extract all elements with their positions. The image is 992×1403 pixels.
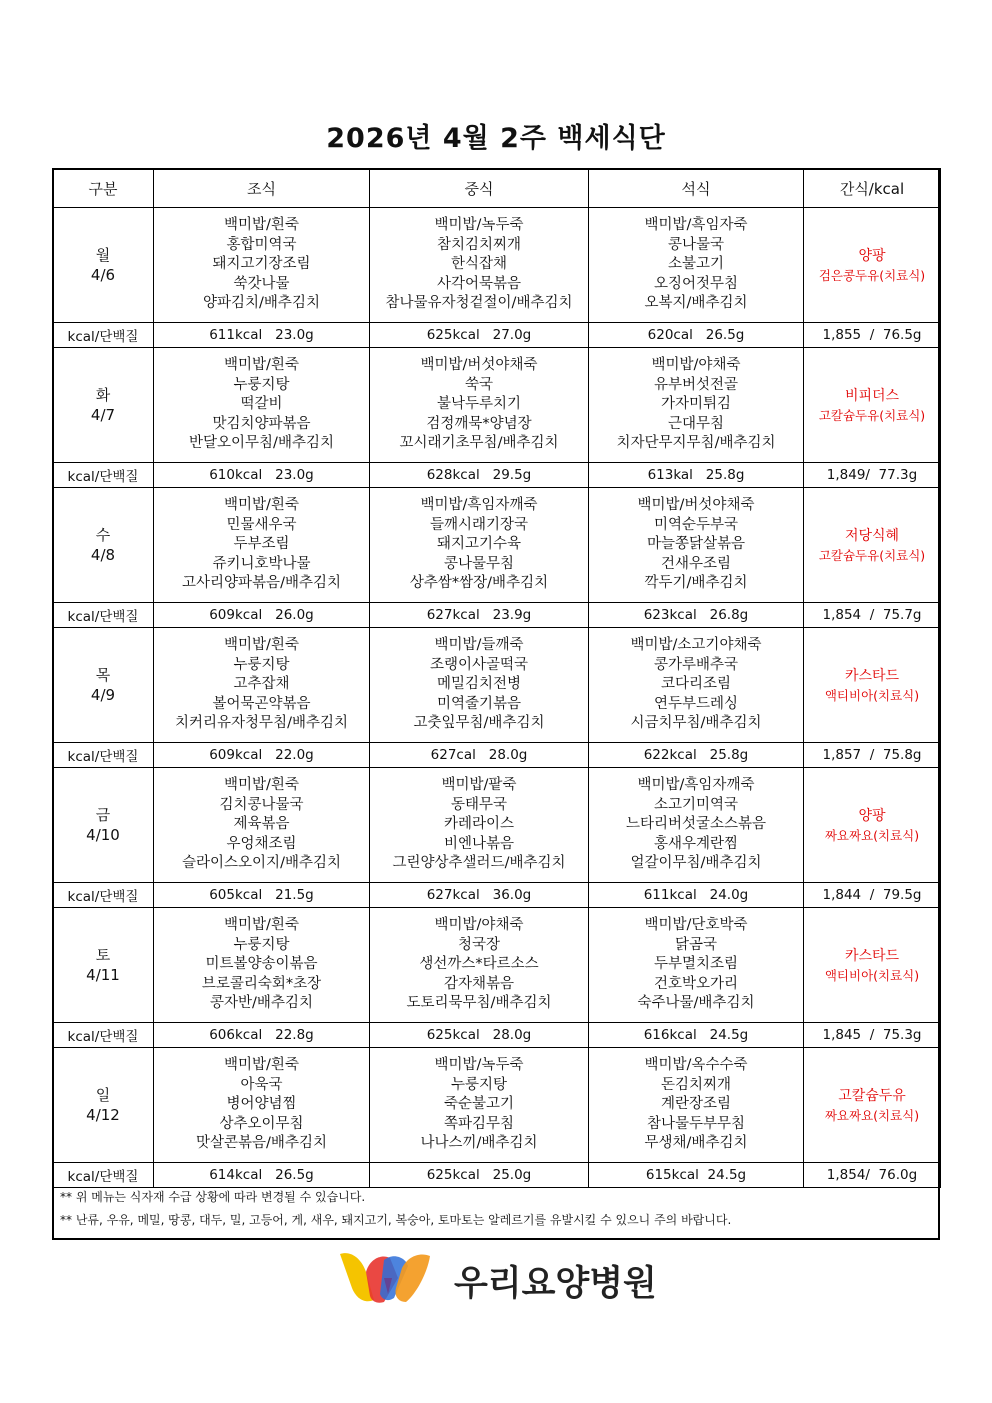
lunch-item: 미역줄기볶음 [436,695,522,712]
dinner-item: 깍두기/배추김치 [644,575,748,592]
dinner-item: 오복지/배추김치 [644,295,748,312]
lunch-item: 쑥국 [464,376,493,393]
table-border [52,168,940,1240]
day-name: 일 [95,1086,111,1104]
dinner-item: 콩가루배추국 [653,656,739,673]
dinner-item: 느타리버섯굴소스볶음 [625,816,767,833]
dinner-item: 유부버섯전골 [653,376,739,393]
lunch-item: 돼지고기수육 [436,536,522,553]
snack-item: 카스타드 [844,948,900,964]
kcal-value: 627kcal 36.0g [370,883,589,908]
breakfast-item: 브로콜리숙회*초장 [201,975,322,992]
day-date: 4/11 [86,966,120,984]
kcal-label: kcal/단백질 [53,323,154,348]
breakfast-item: 상추오이무침 [219,1115,304,1132]
lunch-item: 비엔나볶음 [443,835,515,852]
day-date: 4/12 [86,1106,120,1124]
breakfast-item: 백미밥/흰죽 [224,637,299,654]
kcal-value: 1,849/ 77.3g [804,463,941,488]
breakfast-item: 떡갈비 [240,396,283,413]
kcal-value: 605kcal 21.5g [154,883,370,908]
dinner-item: 건새우조림 [660,555,732,572]
lunch-item: 쪽파김무침 [443,1115,515,1132]
dinner-item: 백미밥/옥수수죽 [644,1057,748,1074]
header-category: 구분 [53,169,154,208]
lunch-item: 상추쌈*쌈장/배추김치 [409,575,549,592]
breakfast-item: 반달오이무침/배추김치 [189,435,334,452]
kcal-value: 1,857 / 75.8g [804,743,941,768]
breakfast-item: 볼어묵곤약볶음 [212,695,311,712]
page-title: 2026년 4월 2주 백세식단 [326,123,666,154]
snack-therapeutic-item: 액티비아(치료식) [824,968,920,983]
dinner-item: 백미밥/흑임자죽 [644,217,748,234]
lunch-item: 감자채볶음 [443,975,515,992]
lunch-item: 누룽지탕 [450,1076,508,1093]
kcal-value: 1,854 / 75.7g [804,603,941,628]
lunch-item: 동태무국 [450,796,508,813]
breakfast-item: 맛살콘볶음/배추김치 [196,1135,327,1152]
dinner-item: 백미밥/버섯야채죽 [637,497,755,514]
dinner-item: 소고기미역국 [653,796,739,813]
header-lunch: 중식 [370,169,589,208]
lunch-item: 생선까스*타르소스 [419,956,539,973]
lunch-item: 청국장 [457,936,501,953]
day-date: 4/10 [86,826,120,844]
kcal-value: 1,844 / 79.5g [804,883,941,908]
kcal-value: 615kcal 24.5g [589,1163,804,1188]
breakfast-item: 백미밥/흰죽 [224,1057,299,1074]
lunch-item: 백미밥/흑임자깨죽 [420,497,538,514]
kcal-value: 613kal 25.8g [589,463,804,488]
lunch-item: 참치김치찌개 [436,236,522,253]
breakfast-item: 슬라이스오이지/배추김치 [182,855,341,872]
lunch-item: 들깨시래기장국 [429,516,529,533]
kcal-value: 616kcal 24.5g [589,1023,804,1048]
breakfast-item: 백미밥/흰죽 [224,917,299,934]
breakfast-item: 치커리유자청무침/배추김치 [175,715,348,732]
day-date: 4/7 [90,406,116,424]
lunch-item: 백미밥/야채죽 [434,917,524,934]
snack-therapeutic-item: 고칼슘두유(치료식) [818,548,926,563]
kcal-value: 625kcal 27.0g [370,323,589,348]
dinner-item: 연두부드레싱 [653,695,739,712]
snack-item: 카스타드 [844,668,900,684]
breakfast-item: 쥬키니호박나물 [212,555,311,572]
lunch-item: 죽순불고기 [443,1096,515,1113]
dinner-item: 백미밥/단호박죽 [644,917,748,934]
kcal-value: 610kcal 23.0g [154,463,370,488]
hospital-logo [336,1248,666,1308]
snack-therapeutic-item: 짜요짜요(치료식) [824,1108,920,1123]
kcal-value: 625kcal 28.0g [370,1023,589,1048]
note-line: ** 난류, 우유, 메밀, 땅콩, 대두, 밀, 고등어, 게, 새우, 돼지고기, 복숭아, 토마토는 알레르기를 유발시킬 수 있으니 주의 바랍니다. [60,1213,732,1227]
kcal-label: kcal/단백질 [53,603,154,628]
lunch-item: 메밀김치전병 [436,676,522,693]
lunch-item: 백미밥/녹두죽 [434,1057,524,1074]
kcal-value: 611kcal 24.0g [589,883,804,908]
lunch-item: 카레라이스 [443,816,515,833]
dinner-item: 무생채/배추김치 [644,1135,748,1152]
kcal-value: 614kcal 26.5g [154,1163,370,1188]
kcal-value: 628kcal 29.5g [370,463,589,488]
dinner-item: 콩나물국 [667,236,725,253]
breakfast-item: 백미밥/흰죽 [224,777,299,794]
kcal-value: 620cal 26.5g [589,323,804,348]
lunch-item: 꼬시래기초무침/배추김치 [399,435,559,452]
dinner-item: 미역순두부국 [653,516,739,533]
dinner-item: 시금치무침/배추김치 [630,715,762,732]
breakfast-item: 병어양념찜 [226,1096,297,1113]
dinner-item: 근대무침 [667,415,725,432]
lunch-item: 백미밥/들깨죽 [434,637,524,654]
breakfast-item: 김치콩나물국 [219,796,304,813]
snack-item: 양팡 [858,248,886,264]
breakfast-item: 고사리양파볶음/배추김치 [182,575,341,592]
breakfast-item: 쑥갓나물 [233,275,290,292]
kcal-value: 625kcal 25.0g [370,1163,589,1188]
kcal-value: 609kcal 22.0g [154,743,370,768]
breakfast-item: 돼지고기장조림 [212,256,311,273]
day-date: 4/9 [90,686,116,704]
dinner-item: 치자단무지무침/배추김치 [616,435,776,452]
day-name: 토 [95,946,111,964]
dinner-item: 홍새우계란찜 [653,835,739,852]
lunch-item: 백미밥/팥죽 [441,777,517,794]
kcal-value: 623kcal 26.8g [589,603,804,628]
breakfast-item: 콩자반/배추김치 [210,995,313,1012]
dinner-item: 두부멸치조림 [653,956,739,973]
lunch-item: 백미밥/녹두죽 [434,217,524,234]
dinner-item: 코다리조림 [660,676,732,693]
day-name: 금 [95,806,111,824]
logo-mark-icon [336,1248,446,1306]
dinner-item: 숙주나물/배추김치 [637,995,755,1012]
breakfast-item: 백미밥/흰죽 [224,497,299,514]
dinner-item: 계란장조림 [660,1096,732,1113]
breakfast-item: 제육볶음 [233,816,290,833]
dinner-item: 오징어젓무침 [653,275,739,292]
lunch-item: 참나물유자청겉절이/배추김치 [385,295,573,312]
lunch-item: 사각어묵볶음 [436,275,522,292]
breakfast-item: 우엉채조림 [226,835,297,852]
dinner-item: 백미밥/야채죽 [651,357,741,374]
snack-item: 저당식혜 [844,528,900,544]
breakfast-item: 민물새우국 [226,516,297,533]
day-name: 화 [95,386,111,404]
day-name: 목 [95,666,111,684]
breakfast-item: 백미밥/흰죽 [224,217,299,234]
breakfast-item: 백미밥/흰죽 [224,357,299,374]
logo-text: 우리요양병원 [454,1264,657,1304]
kcal-value: 1,855 / 76.5g [804,323,941,348]
lunch-item: 조랭이사골떡국 [429,656,529,673]
header-breakfast: 조식 [154,169,370,208]
breakfast-item: 누룽지탕 [233,656,290,673]
breakfast-item: 누룽지탕 [233,376,290,393]
snack-therapeutic-item: 액티비아(치료식) [824,688,920,703]
dinner-item: 돈김치찌개 [660,1076,732,1093]
snack-item: 양팡 [858,808,886,824]
dinner-item: 닭곰국 [674,936,718,953]
lunch-item: 한식잡채 [450,256,508,273]
lunch-item: 백미밥/버섯야채죽 [420,357,538,374]
breakfast-item: 양파김치/배추김치 [203,295,320,312]
kcal-value: 627cal 28.0g [370,743,589,768]
breakfast-item: 두부조림 [233,536,290,553]
breakfast-item: 홍합미역국 [226,236,297,253]
day-date: 4/6 [90,266,116,284]
lunch-item: 검정깨묵*양념장 [426,415,532,432]
dinner-item: 건호박오가리 [653,975,739,992]
snack-therapeutic-item: 검은콩두유(치료식) [818,268,926,283]
breakfast-item: 미트볼양송이볶음 [205,956,318,973]
day-name: 월 [95,246,111,264]
day-name: 수 [95,526,111,544]
kcal-value: 1,854/ 76.0g [804,1163,941,1188]
lunch-item: 불낙두루치기 [436,396,522,413]
kcal-value: 611kcal 23.0g [154,323,370,348]
lunch-item: 콩나물무침 [443,555,515,572]
kcal-label: kcal/단백질 [53,883,154,908]
snack-therapeutic-item: 고칼슘두유(치료식) [818,408,926,423]
lunch-item: 도토리묵무침/배추김치 [406,995,552,1012]
breakfast-item: 고추잡채 [233,676,290,693]
day-date: 4/8 [90,546,116,564]
dinner-item: 참나물두부무침 [646,1115,746,1132]
snack-therapeutic-item: 짜요짜요(치료식) [824,828,920,843]
kcal-label: kcal/단백질 [53,1023,154,1048]
note-line: ** 위 메뉴는 식자재 수급 상황에 따라 변경될 수 있습니다. [60,1190,366,1204]
kcal-label: kcal/단백질 [53,743,154,768]
snack-item: 고칼슘두유 [838,1088,906,1104]
breakfast-item: 아욱국 [240,1076,283,1093]
breakfast-item: 맛김치양파볶음 [212,415,311,432]
kcal-value: 606kcal 22.8g [154,1023,370,1048]
lunch-item: 나나스끼/배추김치 [420,1135,538,1152]
dinner-item: 마늘쫑닭살볶음 [646,536,746,553]
kcal-value: 627kcal 23.9g [370,603,589,628]
dinner-item: 얼갈이무침/배추김치 [630,855,762,872]
header-snack: 간식/kcal [804,169,941,208]
breakfast-item: 누룽지탕 [233,936,290,953]
dinner-item: 백미밥/흑임자깨죽 [637,777,755,794]
kcal-value: 1,845 / 75.3g [804,1023,941,1048]
kcal-label: kcal/단백질 [53,1163,154,1188]
header-dinner: 석식 [589,169,804,208]
kcal-label: kcal/단백질 [53,463,154,488]
lunch-item: 고춧잎무침/배추김치 [413,715,545,732]
notes [60,1186,731,1232]
kcal-value: 609kcal 26.0g [154,603,370,628]
kcal-value: 622kcal 25.8g [589,743,804,768]
dinner-item: 백미밥/소고기야채죽 [630,637,762,654]
lunch-item: 그린양상추샐러드/배추김치 [392,855,566,872]
dinner-item: 가자미튀김 [660,396,732,413]
snack-item: 비피더스 [844,388,900,404]
dinner-item: 소불고기 [667,256,725,273]
